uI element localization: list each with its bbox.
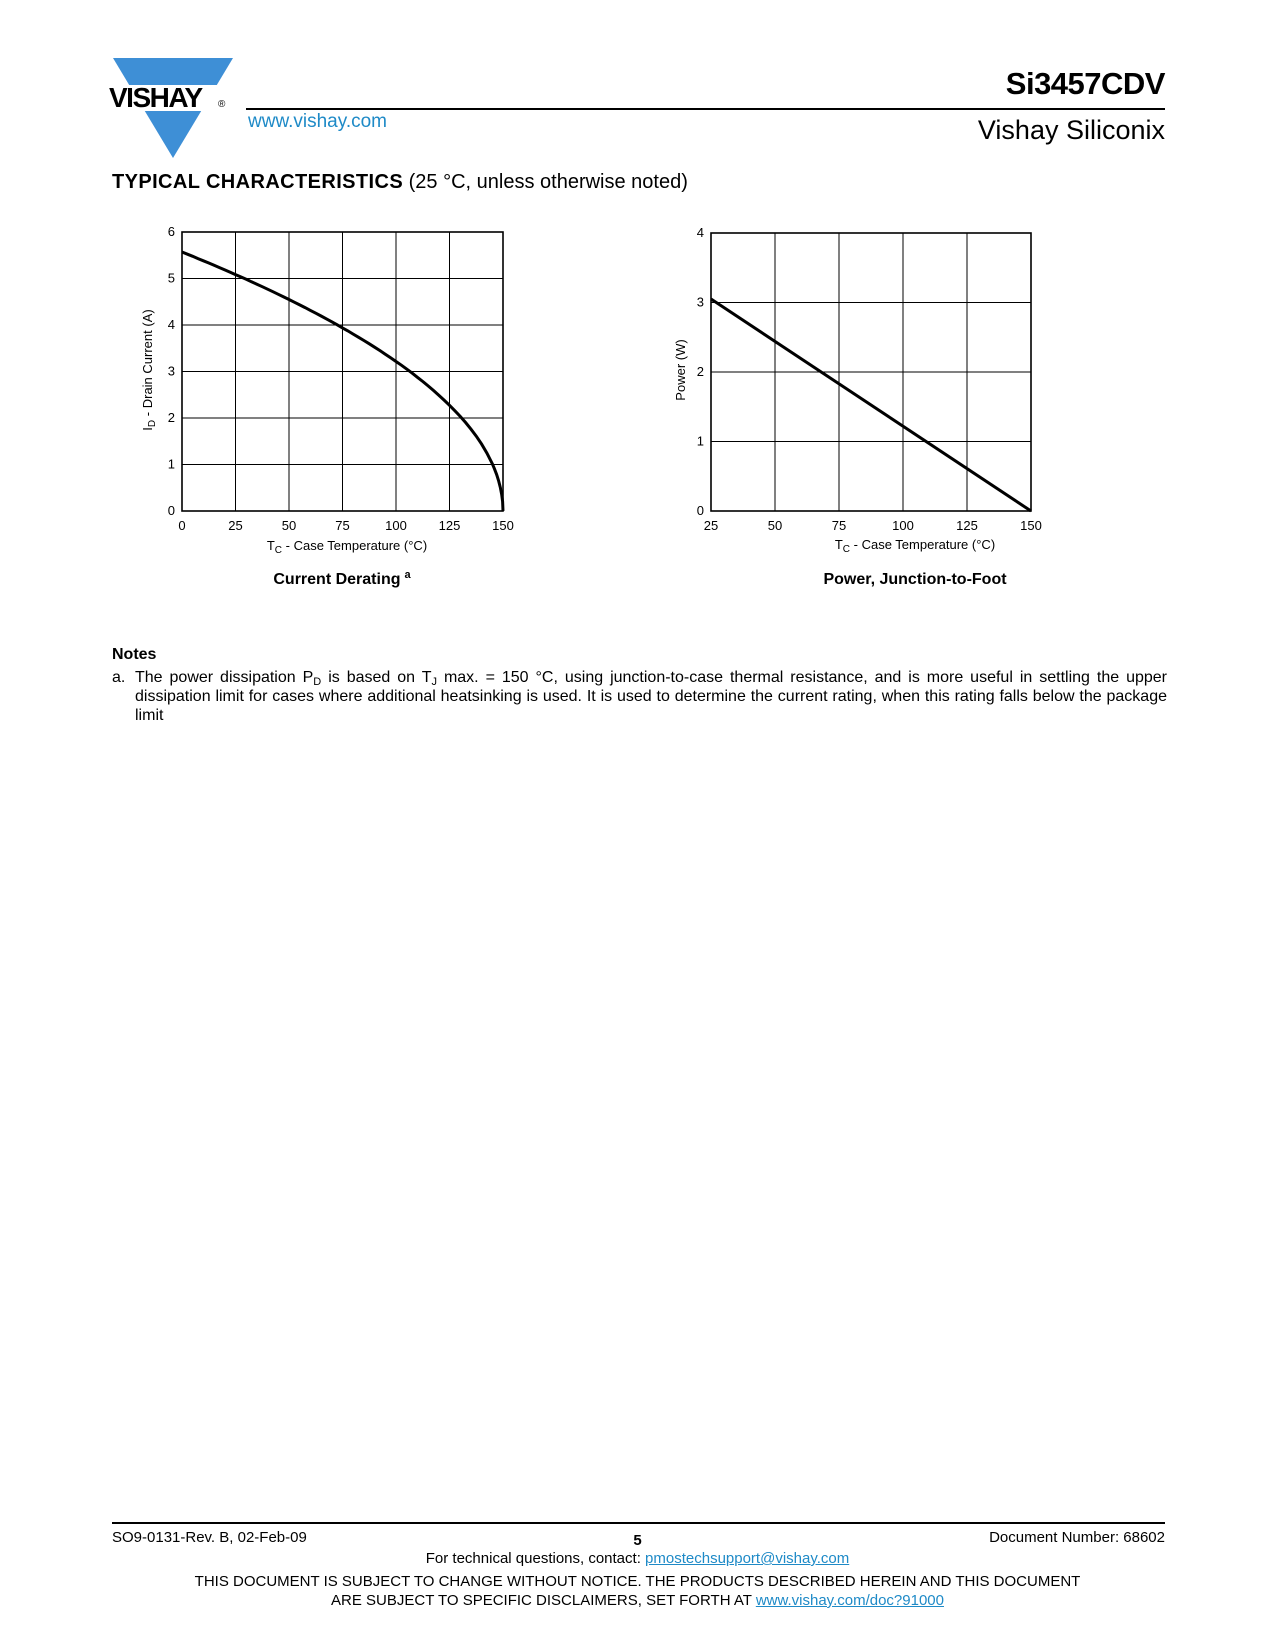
current-derating-x-tick-label: 150 bbox=[492, 518, 514, 533]
current-derating-x-tick-label: 50 bbox=[281, 518, 297, 533]
power-caption: Power, Junction-to-Foot bbox=[823, 571, 1007, 588]
note-text: The power dissipation $P_D$ is based on $T_J$ max. = 150 °C, using junction-to-case thermal resistance, and is more useful in settling the upper dissipation limit for cases where additional heatsinking is used. It is used to determine the current rating, when this rating falls below the package limit bbox=[135, 669, 1168, 724]
power-y-tick-label: 1 bbox=[696, 433, 704, 449]
logo-wordmark: VISHAY bbox=[109, 82, 202, 113]
power-y-tick-label: 2 bbox=[696, 364, 704, 379]
current-derating-x-tick-label: 0 bbox=[178, 518, 186, 533]
current-derating-x-tick-label: 100 bbox=[385, 518, 407, 533]
vishay-logo-graphic bbox=[109, 58, 234, 158]
current-derating-y-ticks bbox=[168, 224, 175, 518]
footer-disclaimer bbox=[0, 1572, 1275, 1610]
footer-document-number: Document Number: 68602 bbox=[989, 1529, 1165, 1546]
current-derating-x-tick-label: 125 bbox=[438, 518, 461, 533]
power-x-tick-label: 100 bbox=[892, 518, 914, 533]
power-x-tick-label: 150 bbox=[1020, 518, 1042, 533]
footer-page-number: 5 bbox=[633, 1532, 642, 1549]
current-derating-grid bbox=[182, 232, 503, 511]
power-x-tick-label: 50 bbox=[767, 518, 783, 533]
disclaimer-line-2: ARE SUBJECT TO SPECIFIC DISCLAIMERS, SET FORTH AT www.vishay.com/doc?91000 bbox=[331, 1592, 944, 1609]
current-derating-x-tick-label: 25 bbox=[228, 518, 243, 533]
power-x-ticks bbox=[704, 518, 1042, 533]
power-x-tick-label: 25 bbox=[703, 518, 719, 533]
power-y-axis-label: Power (W) bbox=[673, 339, 688, 401]
current-derating-y-tick-label: 5 bbox=[167, 270, 175, 286]
footer-contact: For technical questions, contact: pmostechsupport@vishay.com bbox=[425, 1550, 850, 1567]
section-title-condition: (25 °C, unless otherwise noted) bbox=[408, 171, 688, 193]
current-derating-y-tick-label: 3 bbox=[167, 363, 175, 379]
header-divider bbox=[246, 108, 1165, 110]
current-derating-chart bbox=[130, 224, 650, 630]
current-derating-svg bbox=[130, 224, 650, 630]
disclaimer-link[interactable]: www.vishay.com/doc?91000 bbox=[755, 1592, 944, 1609]
current-derating-y-tick-label: 0 bbox=[167, 503, 175, 518]
footer-revision: SO9-0131-Rev. B, 02-Feb-09 bbox=[112, 1529, 307, 1546]
power-y-tick-label: 0 bbox=[696, 503, 704, 518]
footer-divider bbox=[112, 1522, 1165, 1524]
power-curve bbox=[711, 299, 1031, 511]
current-derating-y-axis-label: $I_D$ - Drain Current (A) bbox=[140, 309, 158, 431]
power-grid bbox=[711, 233, 1031, 511]
current-derating-y-tick-label: 2 bbox=[167, 410, 175, 425]
current-derating-x-tick-label: 75 bbox=[335, 518, 350, 533]
notes-title: Notes bbox=[112, 646, 157, 663]
section-title-main: TYPICAL CHARACTERISTICS bbox=[112, 171, 404, 193]
section-title bbox=[112, 171, 688, 194]
part-number: Si3457CDV bbox=[1005, 66, 1165, 101]
power-y-tick-label: 4 bbox=[696, 225, 704, 240]
contact-email-link[interactable]: pmostechsupport@vishay.com bbox=[645, 1550, 850, 1567]
power-y-ticks bbox=[697, 225, 704, 518]
power-y-tick-label: 3 bbox=[696, 294, 704, 310]
power-junction-to-foot-svg bbox=[673, 225, 1208, 630]
company-name: Vishay Siliconix bbox=[977, 115, 1165, 145]
power-x-tick-label: 75 bbox=[831, 518, 847, 533]
vishay-logo bbox=[109, 58, 234, 158]
logo-registered-mark: ® bbox=[218, 99, 226, 110]
power-junction-to-foot-chart bbox=[673, 225, 1208, 630]
current-derating-y-tick-label: 4 bbox=[167, 317, 175, 332]
note-marker: a. bbox=[112, 669, 126, 686]
website-link[interactable]: www.vishay.com bbox=[248, 111, 388, 132]
current-derating-caption: Current Derating $^a$ bbox=[273, 569, 411, 588]
disclaimer-line-1: THIS DOCUMENT IS SUBJECT TO CHANGE WITHOUT NOTICE. THE PRODUCTS DESCRIBED HEREIN AND THIS DOCUMENT bbox=[194, 1573, 1081, 1590]
current-derating-y-tick-label: 6 bbox=[167, 224, 175, 239]
current-derating-x-ticks bbox=[178, 518, 513, 533]
power-x-axis-label: $T_C$ - Case Temperature (°C) bbox=[834, 537, 996, 555]
note-item bbox=[112, 668, 1167, 725]
current-derating-y-tick-label: 1 bbox=[167, 456, 175, 472]
current-derating-x-axis-label: $T_C$ - Case Temperature (°C) bbox=[266, 538, 428, 556]
power-x-tick-label: 125 bbox=[956, 518, 978, 533]
